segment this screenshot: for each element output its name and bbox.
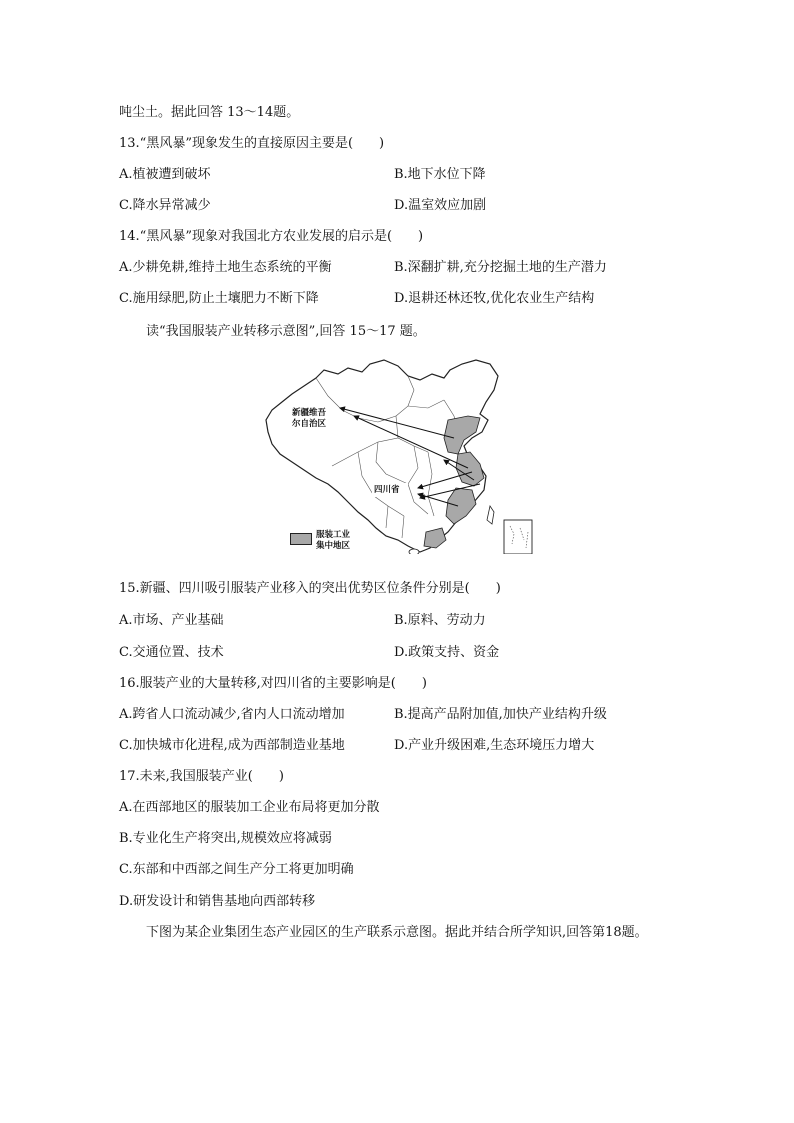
intro-tail-text: 吨尘土。据此回答 13～14题。 <box>119 105 300 120</box>
question-17: 17.未来,我国服装产业( ) <box>119 769 284 784</box>
q15-option-a[interactable]: A.市场、产业基础 <box>119 613 224 628</box>
q14-option-a[interactable]: A.少耕免耕,维持土地生态系统的平衡 <box>119 260 332 275</box>
q16-option-a[interactable]: A.跨省人口流动减少,省内人口流动增加 <box>119 707 345 722</box>
q16-option-b[interactable]: B.提高产品附加值,加快产业结构升级 <box>394 707 607 722</box>
legend-swatch <box>290 533 312 545</box>
q15-option-c[interactable]: C.交通位置、技术 <box>119 645 224 660</box>
legend-label-line2: 集中地区 <box>316 541 351 551</box>
question-16: 16.服装产业的大量转移,对四川省的主要影响是( ) <box>119 676 427 691</box>
q13-option-b[interactable]: B.地下水位下降 <box>394 167 486 182</box>
q14-option-b[interactable]: B.深翻扩耕,充分挖掘土地的生产潜力 <box>394 260 607 275</box>
q14-option-c[interactable]: C.施用绿肥,防止土壤肥力不断下降 <box>119 291 319 306</box>
q15-option-b[interactable]: B.原料、劳动力 <box>394 613 486 628</box>
china-garment-transfer-map <box>258 356 548 554</box>
label-xinjiang-line2: 尔自治区 <box>292 419 327 429</box>
south-china-sea-inset <box>504 520 532 554</box>
hainan-island <box>409 549 419 554</box>
q15-option-d[interactable]: D.政策支持、资金 <box>394 645 500 660</box>
q17-option-d[interactable]: D.研发设计和销售基地向西部转移 <box>119 894 316 909</box>
map-intro-text: 读“我国服装产业转移示意图”,回答 15～17 题。 <box>146 324 426 339</box>
label-sichuan: 四川省 <box>374 485 400 495</box>
q13-option-d[interactable]: D.温室效应加剧 <box>394 198 487 213</box>
label-xinjiang-line1: 新疆维吾 <box>292 408 327 418</box>
q17-option-a[interactable]: A.在西部地区的服装加工企业布局将更加分散 <box>119 800 380 815</box>
q16-option-d[interactable]: D.产业升级困难,生态环境压力增大 <box>394 738 595 753</box>
q13-option-c[interactable]: C.降水异常减少 <box>119 198 211 213</box>
q17-option-c[interactable]: C.东部和中西部之间生产分工将更加明确 <box>119 862 354 877</box>
q18-intro-text: 下图为某企业集团生态产业园区的生产联系示意图。据此并结合所学知识,回答第18题。 <box>146 925 648 940</box>
question-13: 13.“黑风暴”现象发生的直接原因主要是( ) <box>119 136 385 151</box>
legend-label-line1: 服装工业 <box>316 530 351 540</box>
q17-option-b[interactable]: B.专业化生产将突出,规模效应将减弱 <box>119 831 332 846</box>
question-14: 14.“黑风暴”现象对我国北方农业发展的启示是( ) <box>119 229 424 244</box>
question-15: 15.新疆、四川吸引服装产业移入的突出优势区位条件分别是( ) <box>119 581 501 596</box>
taiwan-island <box>487 506 494 524</box>
map-figure <box>258 356 548 554</box>
q14-option-d[interactable]: D.退耕还林还牧,优化农业生产结构 <box>394 291 595 306</box>
q16-option-c[interactable]: C.加快城市化进程,成为西部制造业基地 <box>119 738 345 753</box>
q13-option-a[interactable]: A.植被遭到破坏 <box>119 167 211 182</box>
